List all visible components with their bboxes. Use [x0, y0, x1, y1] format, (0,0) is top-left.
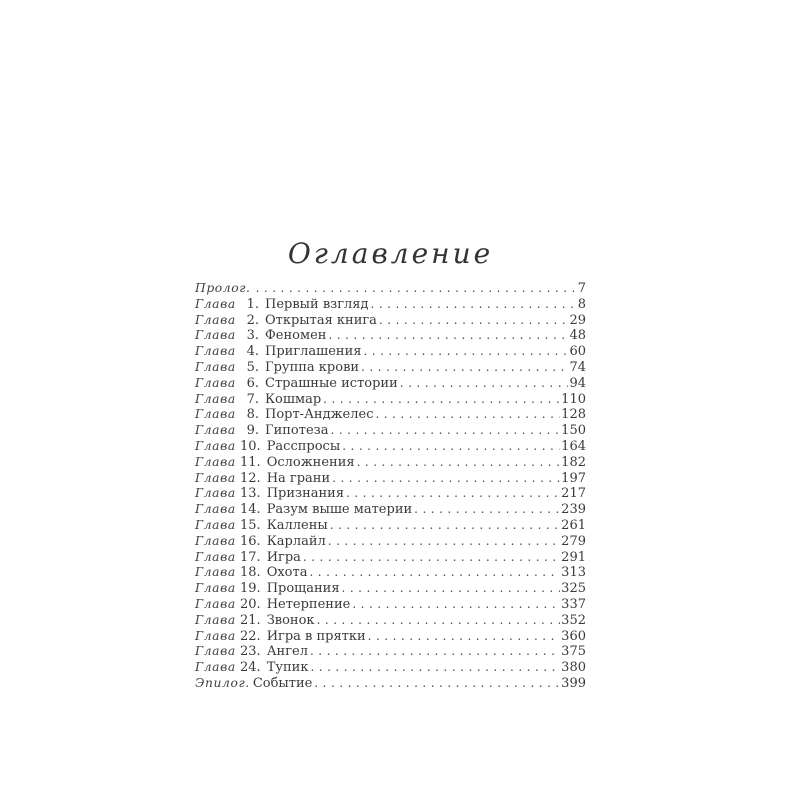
entry-chapter-number: 14.: [240, 502, 261, 518]
entry-section-label: Глава: [195, 596, 236, 611]
dot-leader: [323, 392, 560, 408]
table-of-contents: [195, 239, 586, 692]
entry-chapter-number: 22.: [240, 628, 261, 644]
entry-chapter-title: На грани: [266, 470, 331, 486]
entry-page-number: 182: [561, 454, 586, 470]
toc-entry: [195, 676, 586, 692]
entry-chapter-title: Нетерпение: [266, 596, 351, 612]
dot-leader: [414, 502, 560, 518]
entry-chapter-title: Признания: [266, 486, 345, 502]
entry-section-label: Глава: [195, 328, 236, 343]
entry-page-number: 313: [561, 565, 586, 581]
toc-entry: [195, 502, 586, 518]
entry-chapter-title: Прощания: [266, 581, 340, 597]
entry-chapter-number: 6.: [246, 375, 259, 391]
entry-page-number: 197: [561, 470, 586, 486]
dot-leader: [328, 534, 560, 550]
entry-section-label: Глава: [195, 375, 236, 390]
entry-section-label: Глава: [195, 549, 236, 564]
entry-section-label: Глава: [195, 660, 236, 675]
entry-chapter-title: Первый взгляд: [265, 296, 369, 312]
entry-section-label: Глава: [195, 454, 236, 469]
entry-chapter-number: 10.: [240, 438, 261, 454]
dot-leader: [357, 455, 561, 471]
entry-page-number: 164: [561, 438, 586, 454]
entry-chapter-number: 12.: [240, 470, 261, 486]
entry-chapter-number: 18.: [240, 565, 261, 581]
entry-chapter-number: 9.: [246, 423, 259, 439]
entry-chapter-number: 23.: [240, 644, 261, 660]
toc-entry: [195, 565, 586, 581]
entry-page-number: 217: [561, 486, 586, 502]
entry-chapter-number: 15.: [240, 517, 261, 533]
toc-entry: [195, 344, 586, 360]
entry-page-number: 325: [561, 581, 586, 597]
toc-entry: [195, 597, 586, 613]
entry-chapter-title: Игра: [266, 549, 301, 565]
toc-entry: [195, 613, 586, 629]
toc-entry: [195, 581, 586, 597]
entry-page-number: 60: [569, 344, 586, 360]
dot-leader: [371, 297, 577, 313]
toc-entry: [195, 360, 586, 376]
dot-leader: [400, 376, 569, 392]
entry-section-label: Глава: [195, 407, 236, 422]
dot-leader: [317, 613, 561, 629]
entry-page-number: 399: [561, 675, 586, 691]
dot-leader: [346, 486, 560, 502]
dot-leader: [328, 328, 568, 344]
entry-page-number: 261: [561, 517, 586, 533]
entry-page-number: 352: [561, 612, 586, 628]
dot-leader: [330, 518, 560, 534]
toc-entries: [195, 281, 586, 692]
dot-leader: [342, 439, 560, 455]
entry-section-label: Глава: [195, 423, 236, 438]
entry-section-label: Пролог.: [195, 281, 251, 295]
toc-entry: [195, 471, 586, 487]
entry-section-label: Глава: [195, 644, 236, 659]
dot-leader: [363, 344, 568, 360]
entry-chapter-number: 7.: [246, 391, 259, 407]
toc-entry: [195, 660, 586, 676]
entry-chapter-number: 11.: [240, 454, 261, 470]
entry-page-number: 360: [561, 628, 586, 644]
entry-section-label: Глава: [195, 502, 236, 517]
entry-section-label: Глава: [195, 581, 236, 596]
entry-chapter-number: 13.: [240, 486, 261, 502]
dot-leader: [379, 313, 569, 329]
dot-leader: [310, 660, 560, 676]
entry-page-number: 279: [561, 533, 586, 549]
entry-chapter-number: 1.: [246, 296, 259, 312]
entry-section-label: Глава: [195, 296, 236, 311]
entry-chapter-title: Карлайл: [266, 533, 326, 549]
entry-section-label: Глава: [195, 312, 236, 327]
entry-chapter-title: Группа крови: [265, 359, 360, 375]
entry-page-number: 110: [561, 391, 586, 407]
entry-section-label: Глава: [195, 628, 236, 643]
toc-entry: [195, 423, 586, 439]
toc-entry: [195, 629, 586, 645]
dot-leader: [314, 676, 560, 692]
entry-chapter-title: Приглашения: [265, 344, 362, 360]
entry-chapter-title: Тупик: [266, 660, 309, 676]
dot-leader: [331, 423, 561, 439]
entry-page-number: 48: [569, 328, 586, 344]
entry-chapter-number: 17.: [240, 549, 261, 565]
toc-entry: [195, 486, 586, 502]
entry-chapter-title: Расспросы: [266, 438, 341, 454]
entry-page-number: 94: [569, 375, 586, 391]
toc-entry: [195, 407, 586, 423]
entry-chapter-title: Ангел: [266, 644, 308, 660]
entry-chapter-number: 16.: [240, 533, 261, 549]
toc-entry: [195, 439, 586, 455]
dot-leader: [310, 644, 560, 660]
entry-chapter-title: Открытая книга: [265, 312, 377, 328]
entry-chapter-title: Гипотеза: [265, 423, 329, 439]
entry-chapter-title: Каллены: [266, 517, 328, 533]
entry-page-number: 375: [561, 644, 586, 660]
entry-chapter-number: 24.: [240, 660, 261, 676]
entry-section-label: Глава: [195, 359, 236, 374]
dot-leader: [332, 471, 560, 487]
entry-chapter-title: Охота: [266, 565, 308, 581]
toc-entry: [195, 281, 586, 297]
toc-entry: [195, 550, 586, 566]
entry-chapter-number: 5.: [246, 359, 259, 375]
entry-page-number: 239: [561, 502, 586, 518]
dot-leader: [352, 597, 560, 613]
entry-chapter-title: Игра в прятки: [266, 628, 366, 644]
entry-section-label: Глава: [195, 438, 236, 453]
toc-title: Оглавление: [287, 237, 494, 270]
entry-chapter-number: 8.: [246, 407, 259, 423]
entry-chapter-number: 3.: [246, 328, 259, 344]
dot-leader: [303, 550, 560, 566]
toc-entry: [195, 313, 586, 329]
entry-page-number: 337: [561, 596, 586, 612]
entry-page-number: 380: [561, 660, 586, 676]
entry-chapter-number: 19.: [240, 581, 261, 597]
toc-entry: [195, 518, 586, 534]
dot-leader: [256, 281, 577, 297]
entry-page-number: 7: [577, 281, 586, 296]
entry-chapter-number: 2.: [246, 312, 259, 328]
entry-page-number: 128: [561, 407, 586, 423]
toc-entry: [195, 455, 586, 471]
dot-leader: [375, 407, 560, 423]
toc-entry: [195, 392, 586, 408]
entry-section-label: Глава: [195, 470, 236, 485]
toc-entry: [195, 534, 586, 550]
dot-leader: [342, 581, 561, 597]
entry-chapter-number: 20.: [240, 596, 261, 612]
entry-page-number: 8: [577, 296, 586, 312]
entry-page-number: 150: [561, 423, 586, 439]
toc-entry: [195, 328, 586, 344]
dot-leader: [368, 629, 561, 645]
entry-section-label: Эпилог.: [195, 675, 250, 690]
toc-entry: [195, 644, 586, 660]
entry-page-number: 291: [561, 549, 586, 565]
entry-chapter-title: Порт-Анджелес: [265, 407, 374, 423]
entry-section-label: Глава: [195, 391, 236, 406]
entry-section-label: Глава: [195, 344, 236, 359]
entry-page-number: 74: [569, 359, 586, 375]
entry-chapter-title: Событие: [252, 675, 313, 691]
dot-leader: [361, 360, 568, 376]
entry-chapter-number: 21.: [240, 612, 261, 628]
entry-chapter-title: Кошмар: [265, 391, 322, 407]
entry-section-label: Глава: [195, 533, 236, 548]
entry-section-label: Глава: [195, 517, 236, 532]
entry-section-label: Глава: [195, 612, 236, 627]
entry-chapter-title: Звонок: [266, 612, 315, 628]
entry-chapter-title: Осложнения: [266, 454, 355, 470]
toc-entry: [195, 297, 586, 313]
entry-chapter-title: Страшные истории: [265, 375, 398, 391]
entry-page-number: 29: [569, 312, 586, 328]
entry-chapter-title: Феномен: [265, 328, 327, 344]
entry-section-label: Глава: [195, 486, 236, 501]
entry-chapter-number: 4.: [246, 344, 259, 360]
entry-section-label: Глава: [195, 565, 236, 580]
dot-leader: [309, 565, 560, 581]
toc-entry: [195, 376, 586, 392]
entry-chapter-title: Разум выше материи: [266, 502, 413, 518]
